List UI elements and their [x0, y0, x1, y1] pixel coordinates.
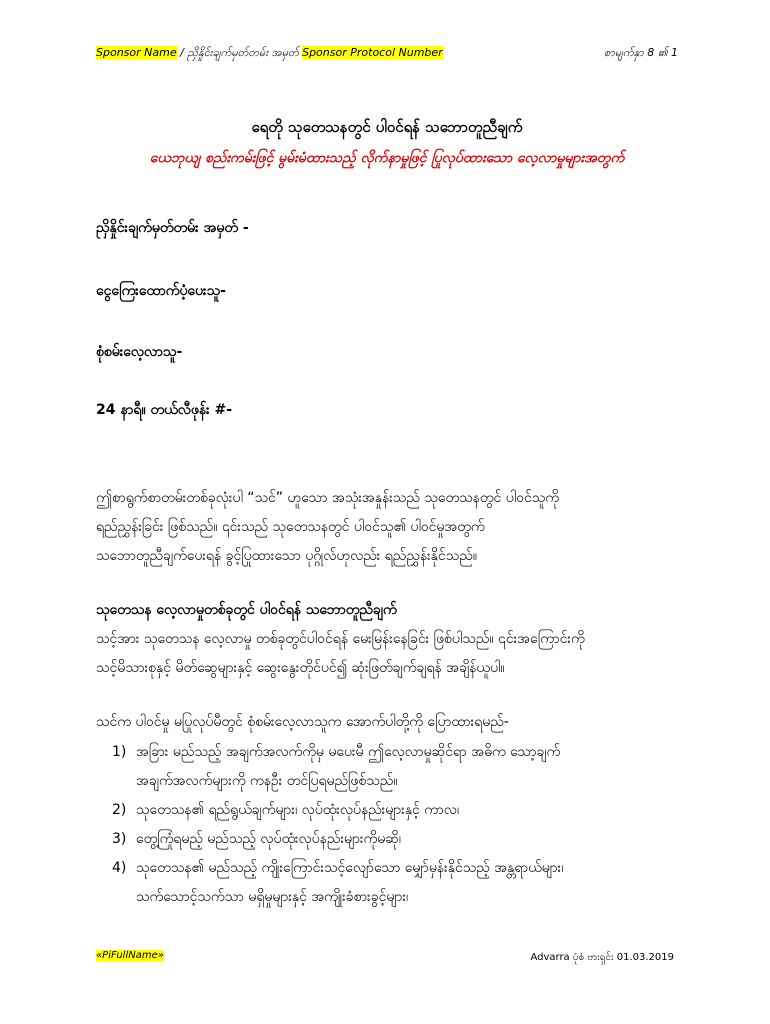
- investigator-field: စုံစမ်းလေ့လာသူ-: [96, 344, 183, 360]
- phone-field: 24 နာရီ။ တယ်လီဖုန်း #-: [96, 402, 233, 418]
- sponsor-protocol-placeholder: Sponsor Protocol Number: [302, 46, 443, 59]
- list-item-line: သုတေသန၏ မည်သည့် ကျိုးကြောင်းသင့်လျော်သော မျှော်မှန်းနိုင်သည့် အန္တရာယ်များ၊: [136, 860, 564, 876]
- list-item-number: 4): [112, 860, 127, 876]
- list-item-number: 2): [112, 802, 127, 818]
- form-version: Advarra ပုံစံ ဗားရှင်း 01.03.2019: [530, 952, 674, 963]
- protocol-number-field: ညှိနှိုင်းချက်မှတ်တမ်း အမှတ် -: [96, 220, 249, 236]
- section-line-1: သင့်အား သုတေသန လေ့လာမှု တစ်ခုတွင်ပါဝင်ရန် မေးမြန်းနေခြင်း ဖြစ်ပါသည်။ ၎င်းအကြောင်းကို: [96, 631, 585, 647]
- intro-line-3: သဘောတူညီချက်ပေးရန် ခွင့်ပြုထားသော ပုဂ္ဂိုလ်ဟုလည်း ရည်ညွှန်းနိုင်သည်။: [96, 548, 477, 564]
- sponsor-field: ငွေကြေးထောက်ပံ့ပေးသူ-: [96, 283, 226, 299]
- list-item: [96, 796, 676, 825]
- intro-paragraph: [96, 484, 676, 571]
- list-item: [96, 854, 676, 912]
- list-item-number: 1): [112, 744, 127, 760]
- list-item: [96, 738, 676, 796]
- consent-section: [96, 596, 676, 683]
- disclosure-list: [96, 738, 676, 912]
- list-item-line: သက်သောင့်သက်သာ မရှိမှုများနှင့် အကျိုးခံစားခွင့်များ၊: [136, 889, 409, 905]
- document-subtitle: ယေဘုယျ စည်းကမ်းဖြင့် မွမ်းမံထားသည့် လိုက်နာမှုဖြင့် ပြုလုပ်ထားသော လေ့လာမှုများအတွက်: [149, 150, 625, 166]
- intro-line-2: ရည်ညွှန်းခြင်း ဖြစ်သည်။ ၎င်းသည် သုတေသနတွင် ပါဝင်သူ၏ ပါဝင်မှုအတွက်: [96, 519, 485, 535]
- sponsor-name-placeholder: Sponsor Name: [96, 46, 177, 59]
- page-header: [96, 46, 678, 68]
- list-item-line: တွေ့ကြုံရမည့် မည်သည့် လုပ်ထုံးလုပ်နည်းများကိုမဆို၊: [136, 831, 401, 847]
- list-item-number: 3): [112, 831, 127, 847]
- intro-line-1: ဤစာရွက်စာတမ်းတစ်ခုလုံးပါ “သင်” ဟူသော အသုံးအနှုန်းသည် သုတေသနတွင် ပါဝင်သူကို: [96, 490, 559, 506]
- list-item-line: အခြား မည်သည့် အချက်အလက်ကိုမှ မပေးမီ ဤလေ့လာမှုဆိုင်ရာ အဓိက သော့ချက်: [136, 744, 561, 760]
- page-number: စာမျက်နှာ 8 ၏ 1: [604, 46, 678, 59]
- header-separator: /: [176, 46, 188, 59]
- section-heading: သုတေသန လေ့လာမှုတစ်ခုတွင် ပါဝင်ရန် သဘောတူညီချက်: [96, 602, 397, 618]
- list-intro: သင်က ပါဝင်မှု မပြုလုပ်မီတွင် စုံစမ်းလေ့လာသူက အောက်ပါတို့ကို ပြောထားရမည်-: [96, 714, 509, 730]
- document-title: ရေတို သုတေသနတွင် ပါဝင်ရန် သဘောတူညီချက်: [251, 118, 523, 136]
- list-item: [96, 825, 676, 854]
- list-item-line: သုတေသန၏ ရည်ရွယ်ချက်များ၊ လုပ်ထုံးလုပ်နည်းများနှင့် ကာလ၊: [136, 802, 460, 818]
- list-item-line: အချက်အလက်များကို ကနဦး တင်ပြရမည်ဖြစ်သည်။: [136, 773, 398, 789]
- header-protocol-line: [96, 46, 443, 62]
- header-protocol-prefix: ညှိနှိုင်းချက်မှတ်တမ်း အမှတ်: [187, 46, 303, 59]
- section-line-2: သင့်မိသားစုနှင့် မိတ်ဆွေများနှင့် ဆွေးနွေးတိုင်ပင်၍ ဆုံးဖြတ်ချက်ချရန် အချိန်ယူပါ။: [96, 660, 505, 676]
- participant-name-placeholder: «PiFullName»: [96, 950, 164, 961]
